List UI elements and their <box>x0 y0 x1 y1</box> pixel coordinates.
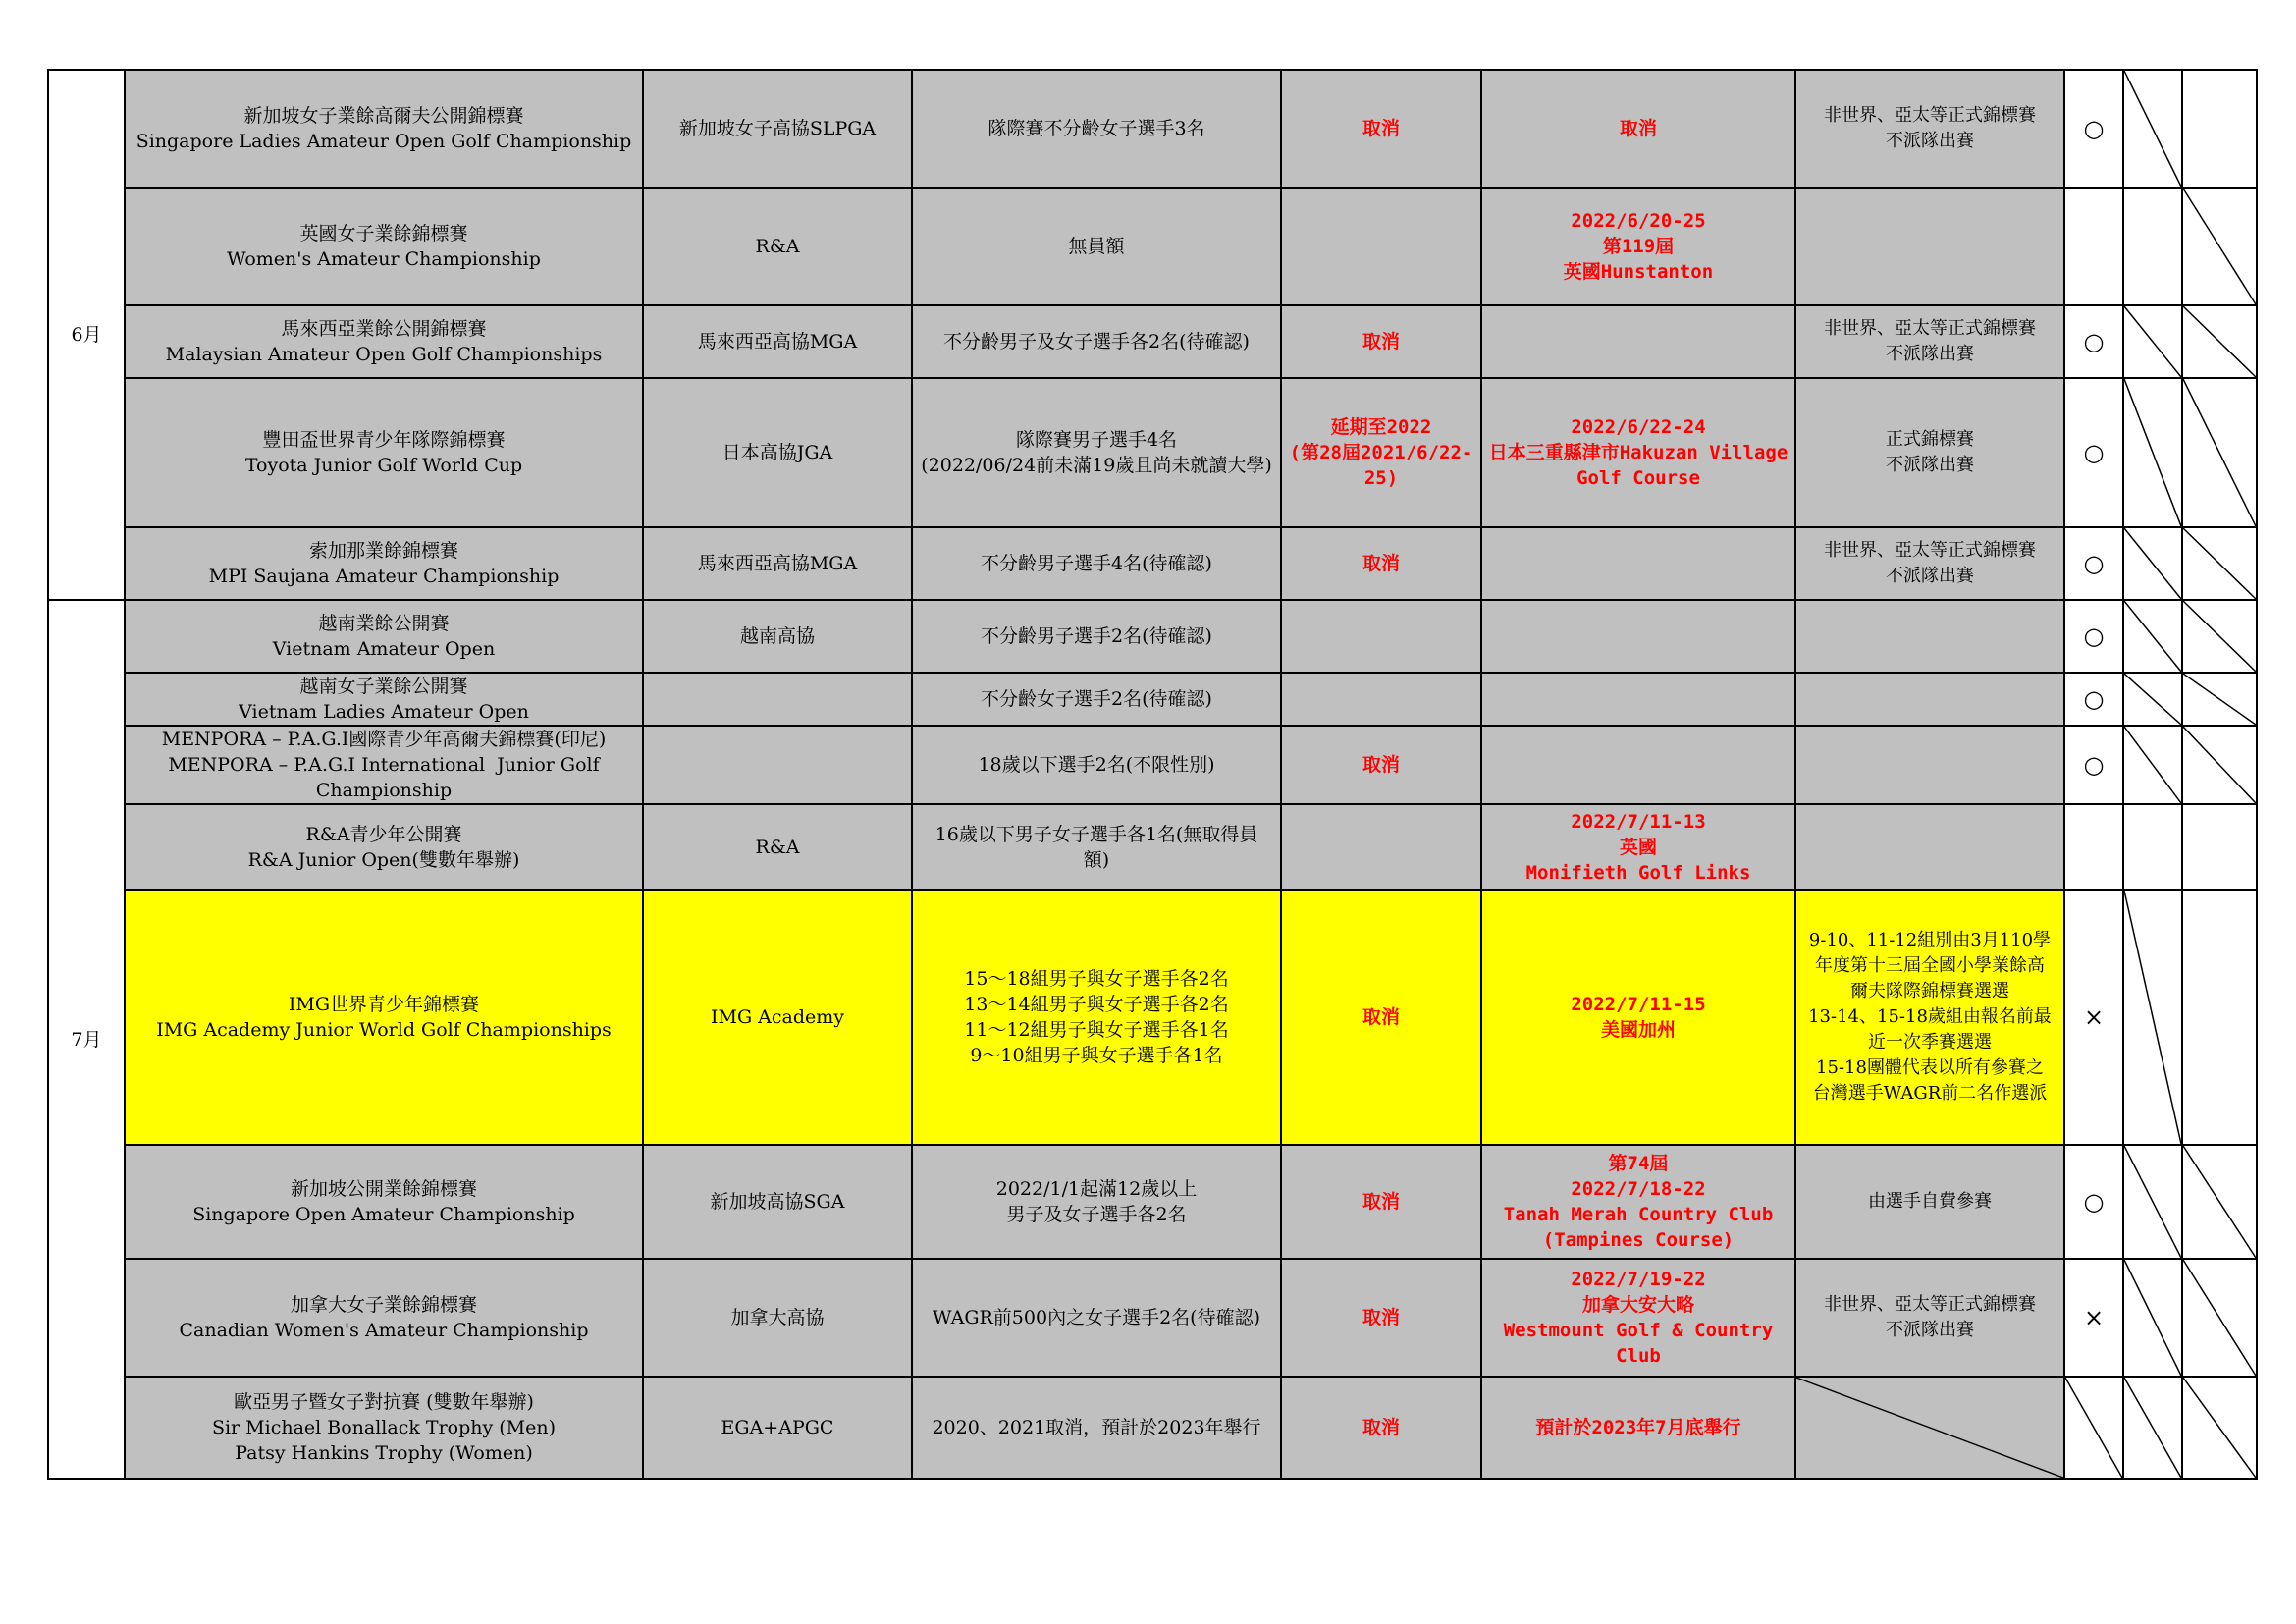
event-name-cell: 馬來西亞業餘公開錦標賽 Malaysian Amateur Open Golf Championships <box>125 305 643 378</box>
empty-slash-cell <box>2123 673 2182 726</box>
table-row <box>48 1377 2257 1479</box>
empty-slash-cell <box>2123 726 2182 804</box>
empty-slash-cell <box>2182 1377 2257 1479</box>
diagonal-stroke <box>2124 528 2181 599</box>
diagonal-stroke <box>2124 1146 2181 1258</box>
participation-mark: ○ <box>2064 527 2123 600</box>
diagonal-line <box>2124 1146 2181 1258</box>
empty-slash-cell <box>2182 378 2257 527</box>
status-cell: 取消 <box>1281 890 1481 1145</box>
note-cell: 正式錦標賽 不派隊出賽 <box>1795 378 2064 527</box>
diagonal-stroke <box>2183 528 2256 599</box>
diagonal-line <box>2183 189 2256 304</box>
participation-mark: × <box>2064 1259 2123 1377</box>
event-name-cell: 越南業餘公開賽 Vietnam Amateur Open <box>125 600 643 673</box>
quota-cell: 無員額 <box>912 188 1281 305</box>
quota-cell: 隊際賽不分齡女子選手3名 <box>912 70 1281 188</box>
diagonal-line <box>2183 379 2256 526</box>
diagonal-stroke <box>2183 727 2256 803</box>
status-cell: 取消 <box>1281 70 1481 188</box>
organizer-cell: IMG Academy <box>643 890 912 1145</box>
empty-slash-cell <box>2182 673 2257 726</box>
participation-mark: ○ <box>2064 726 2123 804</box>
diagonal-line <box>2183 674 2256 725</box>
diagonal-line <box>1796 1378 2063 1478</box>
status-cell <box>1281 188 1481 305</box>
organizer-cell <box>643 673 912 726</box>
empty-slash-cell <box>2123 600 2182 673</box>
empty-slash-cell <box>2182 527 2257 600</box>
quota-cell: 16歲以下男子女子選手各1名(無取得員 額) <box>912 804 1281 890</box>
table-row <box>48 305 2257 378</box>
table-row <box>48 378 2257 527</box>
status-cell: 取消 <box>1281 1259 1481 1377</box>
participation-mark: ○ <box>2064 673 2123 726</box>
participation-mark: × <box>2064 890 2123 1145</box>
empty-slash-cell <box>2123 378 2182 527</box>
info-cell: 2022/7/19-22 加拿大安大略 Westmount Golf & Country Club <box>1481 1259 1795 1377</box>
empty-slash-cell <box>2182 1145 2257 1259</box>
empty-slash-cell <box>2182 1259 2257 1377</box>
diagonal-stroke <box>2183 306 2256 377</box>
quota-cell: 不分齡男子選手2名(待確認) <box>912 600 1281 673</box>
event-name-cell: 新加坡女子業餘高爾夫公開錦標賽 Singapore Ladies Amateur Open Golf Championship <box>125 70 643 188</box>
organizer-cell: R&A <box>643 804 912 890</box>
diagonal-line <box>2124 379 2181 526</box>
participation-mark: ○ <box>2064 305 2123 378</box>
table-row <box>48 1145 2257 1259</box>
status-cell: 延期至2022 (第28屆2021/6/22- 25) <box>1281 378 1481 527</box>
info-cell <box>1481 726 1795 804</box>
table-row <box>48 1259 2257 1377</box>
table-row <box>48 673 2257 726</box>
empty-cell <box>2182 890 2257 1145</box>
table-row <box>48 804 2257 890</box>
participation-mark <box>2064 804 2123 890</box>
note-cell: 9-10、11-12組別由3月110學 年度第十三屆全國小學業餘高 爾夫隊際錦標賽選選 13-14、15-18歲組由報名前最 近一次季賽選選 15-18團體代表以所有參賽之 台灣選手WAGR前二名作選派 <box>1795 890 2064 1145</box>
event-name-cell: R&A青少年公開賽 R&A Junior Open(雙數年舉辦) <box>125 804 643 890</box>
organizer-cell: EGA+APGC <box>643 1377 912 1479</box>
quota-cell: WAGR前500內之女子選手2名(待確認) <box>912 1259 1281 1377</box>
diagonal-stroke <box>2124 891 2181 1144</box>
diagonal-line <box>2124 528 2181 599</box>
quota-cell: 15～18組男子與女子選手各2名 13～14組男子與女子選手各2名 11～12組男子與女子選手各1名 9～10組男子與女子選手各1名 <box>912 890 1281 1145</box>
info-cell <box>1481 673 1795 726</box>
diagonal-stroke <box>2124 1260 2181 1376</box>
empty-slash-cell <box>2123 1145 2182 1259</box>
diagonal-stroke <box>2065 1378 2122 1478</box>
diagonal-line <box>2183 601 2256 672</box>
info-cell: 第74屆 2022/7/18-22 Tanah Merah Country Club (Tampines Course) <box>1481 1145 1795 1259</box>
quota-cell: 隊際賽男子選手4名 (2022/06/24前未滿19歲且尚未就讀大學) <box>912 378 1281 527</box>
empty-slash-cell <box>2182 726 2257 804</box>
info-cell: 2022/6/22-24 日本三重縣津市Hakuzan Village Golf Course <box>1481 378 1795 527</box>
diagonal-stroke <box>2183 1378 2256 1478</box>
note-cell: 非世界、亞太等正式錦標賽 不派隊出賽 <box>1795 305 2064 378</box>
note-cell <box>1795 188 2064 305</box>
empty-slash-cell <box>2123 1259 2182 1377</box>
quota-cell: 2020、2021取消，預計於2023年舉行 <box>912 1377 1281 1479</box>
event-name-cell: 新加坡公開業餘錦標賽 Singapore Open Amateur Championship <box>125 1145 643 1259</box>
diagonal-line <box>2124 891 2181 1144</box>
note-cell <box>1795 804 2064 890</box>
participation-mark: ○ <box>2064 378 2123 527</box>
quota-cell: 2022/1/1起滿12歲以上 男子及女子選手各2名 <box>912 1145 1281 1259</box>
diagonal-stroke <box>2124 71 2181 187</box>
month-cell-june: 6月 <box>48 70 125 600</box>
event-name-cell: 索加那業餘錦標賽 MPI Saujana Amateur Championship <box>125 527 643 600</box>
quota-cell: 18歲以下選手2名(不限性別) <box>912 726 1281 804</box>
empty-cell <box>2123 188 2182 305</box>
diagonal-line <box>2124 1260 2181 1376</box>
organizer-cell: 加拿大高協 <box>643 1259 912 1377</box>
diagonal-line <box>2183 306 2256 377</box>
empty-cell <box>2182 804 2257 890</box>
note-cell <box>1795 600 2064 673</box>
quota-cell: 不分齡男子選手4名(待確認) <box>912 527 1281 600</box>
note-cell: 由選手自費參賽 <box>1795 1145 2064 1259</box>
diagonal-stroke <box>2124 306 2181 377</box>
empty-cell <box>2182 70 2257 188</box>
organizer-cell: 日本高協JGA <box>643 378 912 527</box>
info-cell: 2022/7/11-15 美國加州 <box>1481 890 1795 1145</box>
empty-slash-cell <box>2123 527 2182 600</box>
diagonal-stroke <box>1796 1378 2063 1478</box>
organizer-cell: 馬來西亞高協MGA <box>643 527 912 600</box>
event-schedule-table <box>47 69 2258 1480</box>
event-name-cell: IMG世界青少年錦標賽 IMG Academy Junior World Golf Championships <box>125 890 643 1145</box>
participation-mark: ○ <box>2064 1145 2123 1259</box>
diagonal-line <box>2183 1378 2256 1478</box>
status-cell: 取消 <box>1281 1377 1481 1479</box>
status-cell <box>1281 600 1481 673</box>
quota-cell: 不分齡男子及女子選手各2名(待確認) <box>912 305 1281 378</box>
event-name-cell: 越南女子業餘公開賽 Vietnam Ladies Amateur Open <box>125 673 643 726</box>
diagonal-line <box>2124 601 2181 672</box>
note-cell: 非世界、亞太等正式錦標賽 不派隊出賽 <box>1795 1259 2064 1377</box>
empty-slash-cell <box>2182 305 2257 378</box>
organizer-cell: R&A <box>643 188 912 305</box>
table-row <box>48 726 2257 804</box>
empty-cell <box>2123 804 2182 890</box>
event-name-cell: 歐亞男子暨女子對抗賽 (雙數年舉辦) Sir Michael Bonallack Trophy (Men) Patsy Hankins Trophy (Women) <box>125 1377 643 1479</box>
diagonal-stroke <box>2124 727 2181 803</box>
empty-slash-cell <box>2064 1377 2123 1479</box>
empty-slash-cell <box>2182 188 2257 305</box>
organizer-cell: 新加坡高協SGA <box>643 1145 912 1259</box>
status-cell: 取消 <box>1281 527 1481 600</box>
table-row <box>48 70 2257 188</box>
diagonal-line <box>2065 1378 2122 1478</box>
status-cell: 取消 <box>1281 305 1481 378</box>
quota-cell: 不分齡女子選手2名(待確認) <box>912 673 1281 726</box>
table-row <box>48 600 2257 673</box>
month-cell-july: 7月 <box>48 600 125 1479</box>
note-cell: 非世界、亞太等正式錦標賽 不派隊出賽 <box>1795 527 2064 600</box>
diagonal-stroke <box>2183 379 2256 526</box>
diagonal-line <box>2124 306 2181 377</box>
info-cell: 預計於2023年7月底舉行 <box>1481 1377 1795 1479</box>
status-cell: 取消 <box>1281 1145 1481 1259</box>
diagonal-line <box>2124 674 2181 725</box>
empty-slash-cell <box>2123 890 2182 1145</box>
table-row <box>48 188 2257 305</box>
organizer-cell: 新加坡女子高協SLPGA <box>643 70 912 188</box>
diagonal-stroke <box>2124 674 2181 725</box>
participation-mark <box>2064 188 2123 305</box>
diagonal-line <box>2183 1260 2256 1376</box>
event-name-cell: 豐田盃世界青少年隊際錦標賽 Toyota Junior Golf World Cup <box>125 378 643 527</box>
event-name-cell: 英國女子業餘錦標賽 Women's Amateur Championship <box>125 188 643 305</box>
empty-slash-cell <box>2182 600 2257 673</box>
participation-mark: ○ <box>2064 600 2123 673</box>
info-cell: 2022/6/20-25 第119屆 英國Hunstanton <box>1481 188 1795 305</box>
empty-slash-cell <box>1795 1377 2064 1479</box>
info-cell <box>1481 527 1795 600</box>
event-name-cell: 加拿大女子業餘錦標賽 Canadian Women's Amateur Championship <box>125 1259 643 1377</box>
diagonal-line <box>2124 727 2181 803</box>
note-cell <box>1795 726 2064 804</box>
diagonal-stroke <box>2183 1146 2256 1258</box>
participation-mark: ○ <box>2064 70 2123 188</box>
diagonal-stroke <box>2124 601 2181 672</box>
diagonal-line <box>2183 528 2256 599</box>
info-cell <box>1481 305 1795 378</box>
diagonal-stroke <box>2124 379 2181 526</box>
event-name-cell: MENPORA – P.A.G.I國際青少年高爾夫錦標賽(印尼) MENPORA – P.A.G.I International Junior Golf Championship <box>125 726 643 804</box>
note-cell <box>1795 673 2064 726</box>
info-cell: 取消 <box>1481 70 1795 188</box>
diagonal-line <box>2183 1146 2256 1258</box>
diagonal-stroke <box>2183 601 2256 672</box>
empty-slash-cell <box>2123 305 2182 378</box>
note-cell: 非世界、亞太等正式錦標賽 不派隊出賽 <box>1795 70 2064 188</box>
diagonal-line <box>2124 1378 2181 1478</box>
diagonal-stroke <box>2183 674 2256 725</box>
status-cell <box>1281 804 1481 890</box>
diagonal-stroke <box>2183 1260 2256 1376</box>
diagonal-stroke <box>2124 1378 2181 1478</box>
diagonal-stroke <box>2183 189 2256 304</box>
info-cell <box>1481 600 1795 673</box>
diagonal-line <box>2183 727 2256 803</box>
status-cell: 取消 <box>1281 726 1481 804</box>
organizer-cell <box>643 726 912 804</box>
empty-slash-cell <box>2123 1377 2182 1479</box>
empty-slash-cell <box>2123 70 2182 188</box>
diagonal-line <box>2124 71 2181 187</box>
organizer-cell: 越南高協 <box>643 600 912 673</box>
table-row-highlighted <box>48 890 2257 1145</box>
organizer-cell: 馬來西亞高協MGA <box>643 305 912 378</box>
status-cell <box>1281 673 1481 726</box>
info-cell: 2022/7/11-13 英國 Monifieth Golf Links <box>1481 804 1795 890</box>
table-row <box>48 527 2257 600</box>
